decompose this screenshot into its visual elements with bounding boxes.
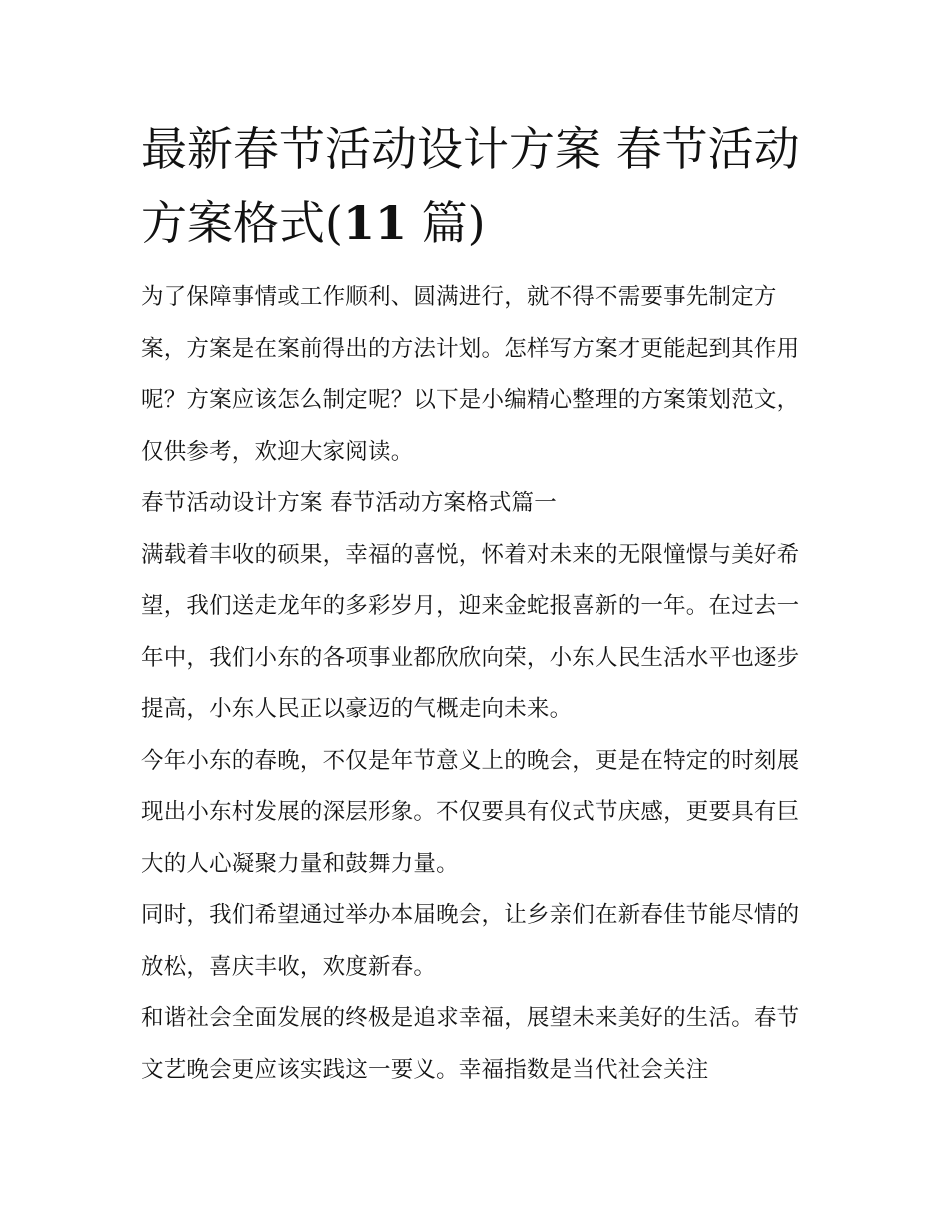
section-heading: 春节活动设计方案 春节活动方案格式篇一 <box>141 490 557 516</box>
body-paragraph-4: 和谐社会全面发展的终极是追求幸福，展望未来美好的生活。春节文艺晚会更应该实践这一要义。幸福指数是当代社会关注 <box>141 1005 800 1083</box>
title-text-part1: 最新春节活动设计方案 春节活动方案格式( <box>141 122 800 250</box>
title-count: 11 <box>342 196 407 250</box>
document-title <box>141 112 816 260</box>
body-paragraph-2: 今年小东的春晚，不仅是年节意义上的晚会，更是在特定的时刻展现出小东村发展的深层形象。不仅要具有仪式节庆感，更要具有巨大的人心凝聚力量和鼓舞力量。 <box>141 747 800 877</box>
title-text-part2: 篇) <box>406 196 486 250</box>
intro-paragraph: 为了保障事情或工作顺利、圆满进行，就不得不需要事先制定方案，方案是在案前得出的方法计划。怎样写方案才更能起到其作用呢？方案应该怎么制定呢？以下是小编精心整理的方案策划范文，仅供参考，欢迎大家阅读。 <box>141 284 800 465</box>
body-paragraph-3: 同时，我们希望通过举办本届晚会，让乡亲们在新春佳节能尽情的放松，喜庆丰收，欢度新春。 <box>141 902 800 980</box>
body-paragraph-1: 满载着丰收的硕果，幸福的喜悦，怀着对未来的无限憧憬与美好希望，我们送走龙年的多彩岁月，迎来金蛇报喜新的一年。在过去一年中，我们小东的各项事业都欣欣向荣，小东人民生活水平也逐步提高，小东人民正以豪迈的气概走向未来。 <box>141 541 800 722</box>
document-page <box>141 112 816 1096</box>
